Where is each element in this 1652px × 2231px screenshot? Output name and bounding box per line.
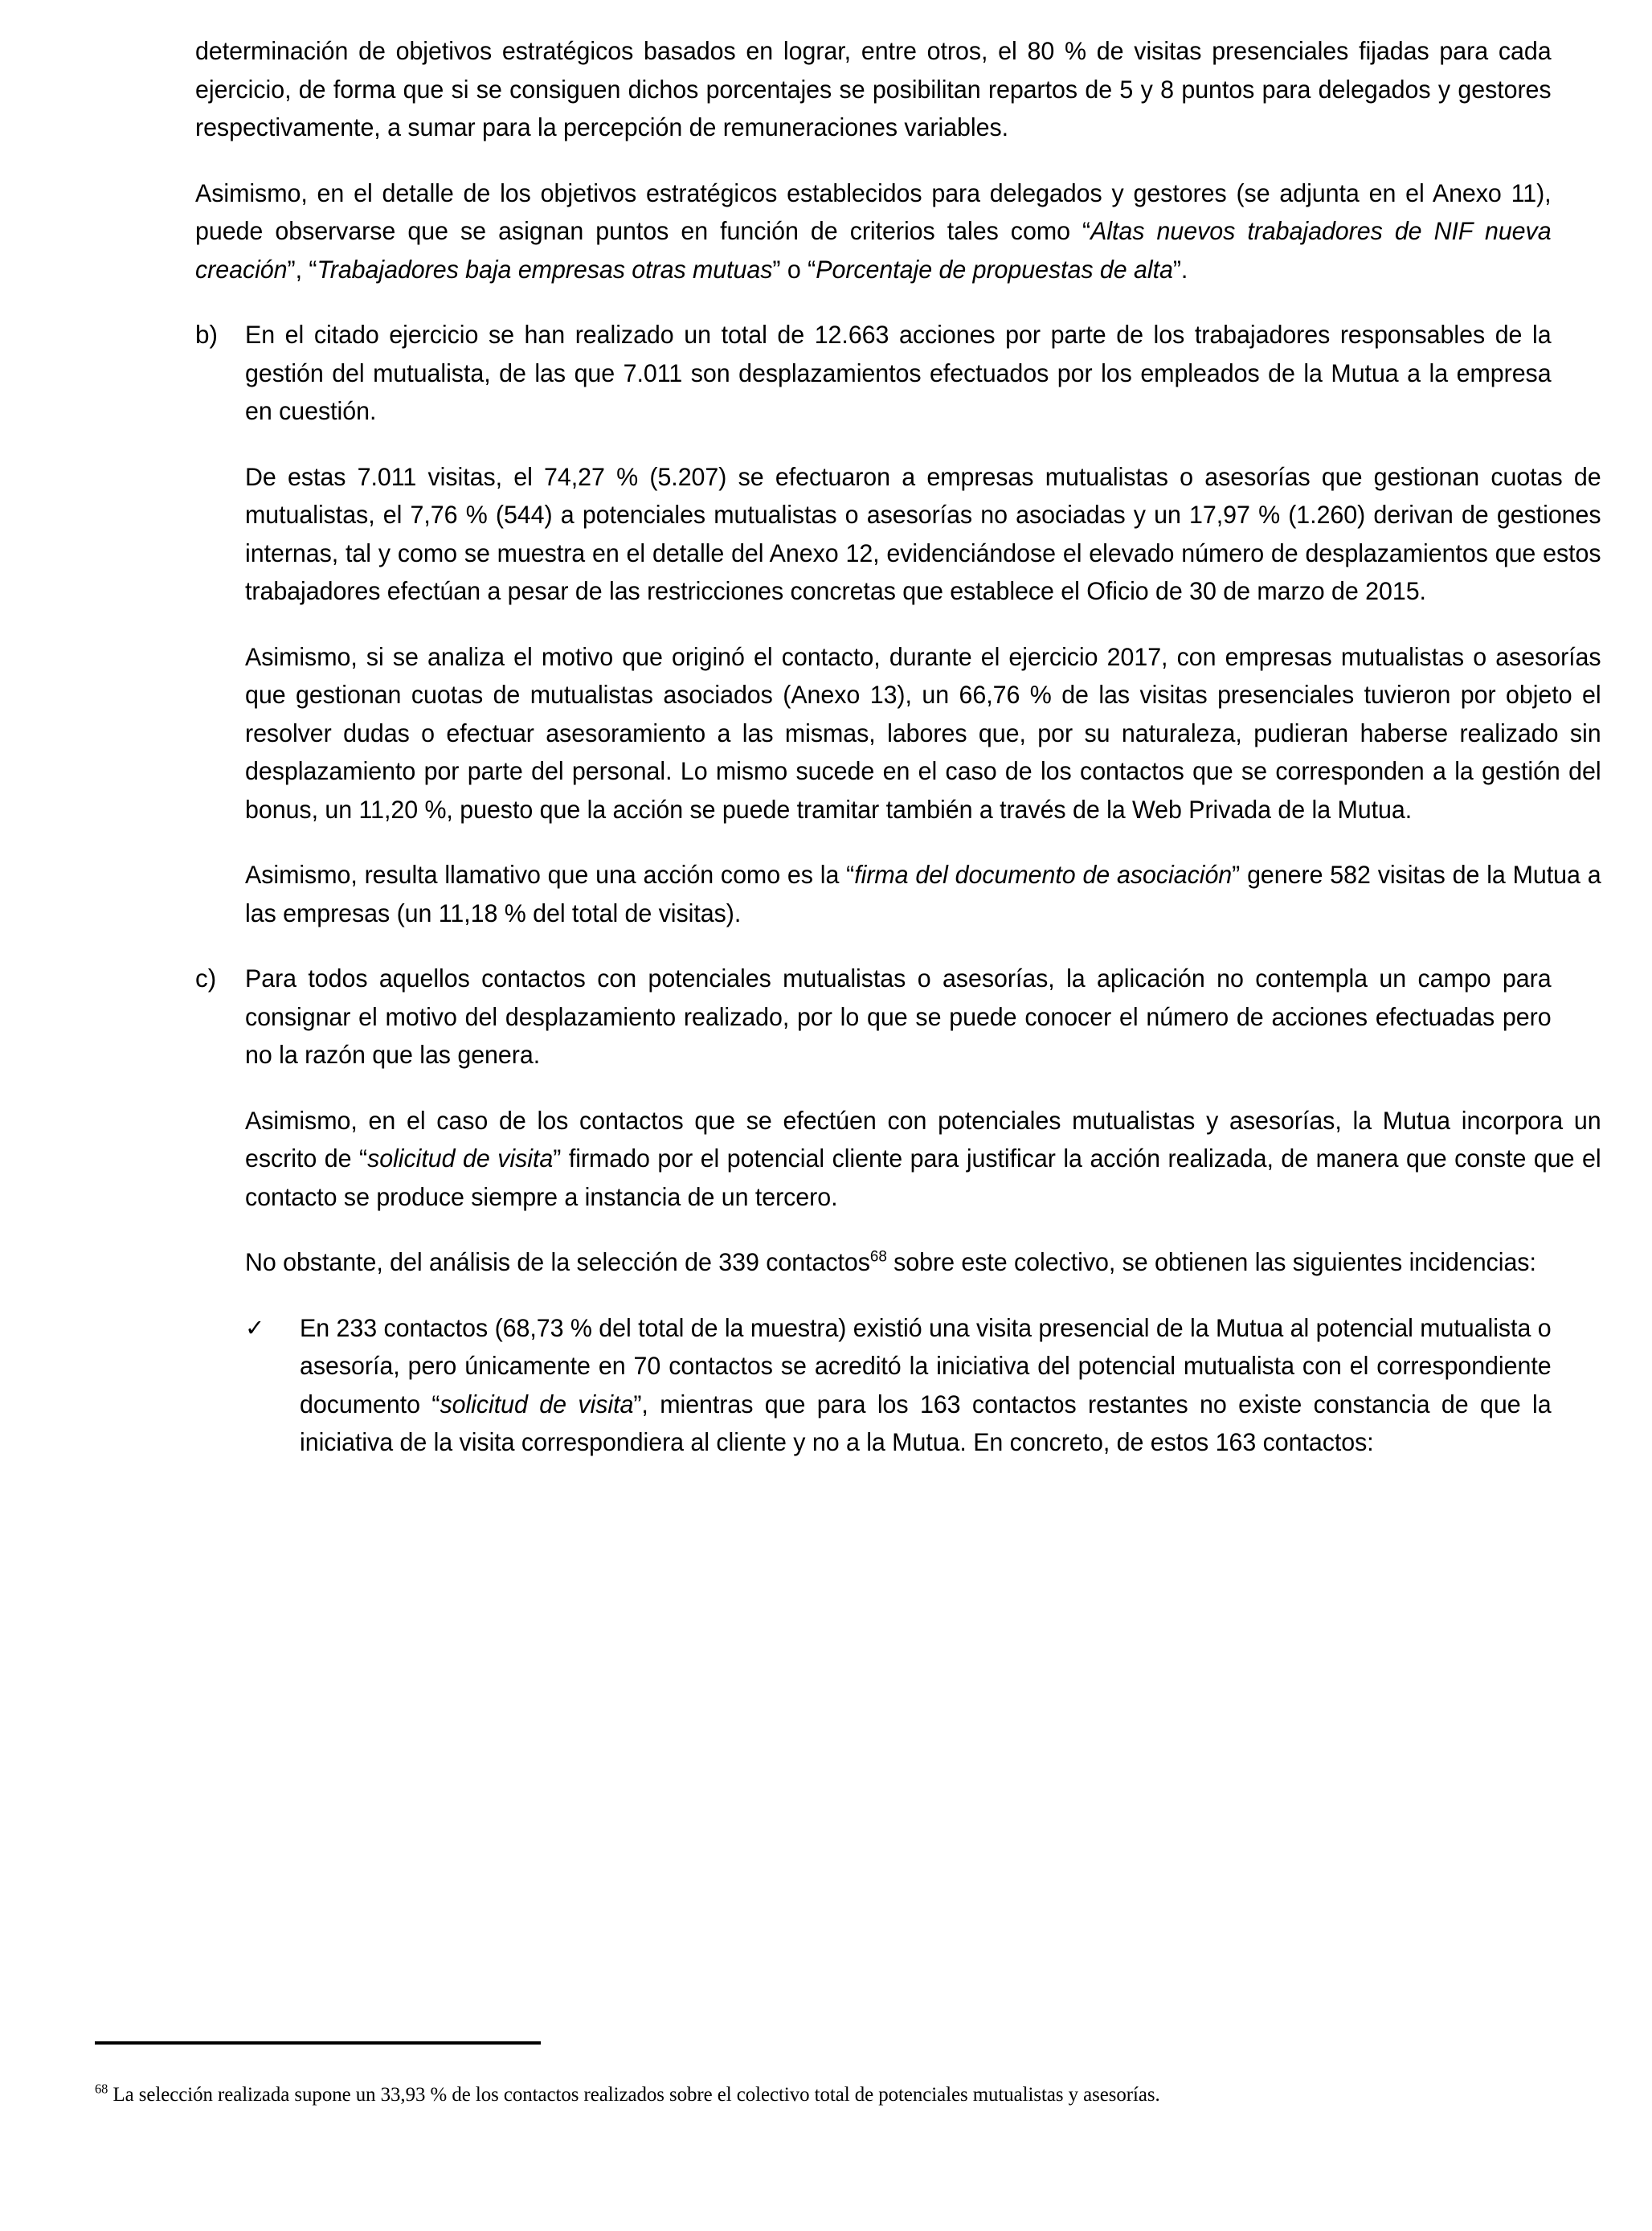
paragraph-firma-documento <box>245 856 1601 932</box>
paragraph-seleccion-part1: No obstante, del análisis de la selección de 339 contactos <box>245 1247 870 1276</box>
quote-solicitud-de-visita-bullet: solicitud de visita <box>440 1389 634 1418</box>
footnote-text: La selección realizada supone un 33,93 % de los contactos realizados sobre el colectivo total de potenciales mutualistas y asesorías. <box>108 2082 1160 2106</box>
quote-trabajadores-baja-empresas: Trabajadores baja empresas otras mutuas <box>317 254 773 284</box>
page-content <box>195 32 1601 1489</box>
footnote-separator-rule <box>95 2041 541 2045</box>
footnote-number: 68 <box>95 2081 108 2097</box>
paragraph-continuation: determinación de objetivos estratégicos basados en lograr, entre otros, el 80 % de visitas presenciales fijadas para cada ejercicio, de forma que si se consiguen dichos porcentajes se posibilitan repartos de 5 y 8 puntos para delegados y gestores respectivamente, a sumar para la percepción de remuneraciones variables. <box>195 36 1552 141</box>
paragraph-firma-part2: ” genere 582 visitas de la Mutua a las empresas (un 11,18 % del total de visitas). <box>245 860 1601 927</box>
quote-firma-documento-asociacion: firma del documento de asociación <box>854 860 1233 889</box>
paragraph-objetivos-estrategicos <box>195 174 1552 289</box>
list-item-b <box>195 316 1552 431</box>
paragraph-seleccion-part2: sobre este colectivo, se obtienen las siguientes incidencias: <box>886 1247 1536 1276</box>
paragraph-firma-part1: Asimismo, resulta llamativo que una acción como es la “ <box>245 860 855 889</box>
check-item-part1: En 233 contactos (68,73 % del total de la muestra) existió una visita presencial de la Mutua al potencial mutualista o asesoría, pero únicamente en 70 contactos se acreditó la iniciativa del potencial mutualista con el correspondiente documento “ <box>300 1312 1552 1418</box>
paragraph-visitas: De estas 7.011 visitas, el 74,27 % (5.207) se efectuaron a empresas mutualistas o asesorías que gestionan cuotas de mutualistas, el 7,76 % (544) a potenciales mutualistas o asesorías no asociadas y un 17,97 % (1.260) derivan de gestiones internas, tal y como se muestra en el detalle del Anexo 12, evidenciándose el elevado número de desplazamientos que estos trabajadores efectúan a pesar de las restricciones concretas que establece el Oficio de 30 de marzo de 2015. <box>245 461 1601 605</box>
quote-altas-nuevos-trabajadores: Altas nuevos trabajadores de NIF nueva creación <box>195 216 1552 284</box>
paragraph-solicitud-part2: ” firmado por el potencial cliente para justificar la acción realizada, de manera que conste que el contacto se produce siempre a instancia de un tercero. <box>245 1144 1601 1211</box>
check-list-item <box>245 1309 1552 1462</box>
list-marker-c: c) <box>195 964 217 993</box>
quote-porcentaje-propuestas-alta: Porcentaje de propuestas de alta <box>816 254 1173 284</box>
footnote-reference-68[interactable]: 68 <box>869 1247 887 1266</box>
list-marker-b: b) <box>195 320 219 349</box>
check-list-item-text <box>300 1309 1552 1462</box>
paragraph-objetivos-part4: ”. <box>1172 254 1188 284</box>
footnote-area <box>95 2041 1557 2110</box>
paragraph-solicitud-part1: Asimismo, en el caso de los contactos que se efectúen con potenciales mutualistas y asesorías, la Mutua incorpora un escrito de “ <box>245 1105 1601 1173</box>
list-item-b-text: En el citado ejercicio se han realizado un total de 12.663 acciones por parte de los trabajadores responsables de la gestión del mutualista, de las que 7.011 son desplazamientos efectuados por los empleados de la Mutua a la empresa en cuestión. <box>245 320 1552 425</box>
footnote-68 <box>95 2078 1558 2110</box>
list-item-c-text: Para todos aquellos contactos con potenciales mutualistas o asesorías, la aplicación no contempla un campo para consignar el motivo del desplazamiento realizado, por lo que se puede conocer el número de acciones efectuadas pero no la razón que las genera. <box>245 964 1552 1069</box>
paragraph-objetivos-part3: ” o “ <box>772 254 816 284</box>
paragraph-solicitud-visita <box>245 1102 1601 1217</box>
check-item-part2: ”, mientras que para los 163 contactos restantes no existe constancia de que la iniciativa de la visita correspondiera al cliente y no a la Mutua. En concreto, de estos 163 contactos: <box>300 1389 1552 1456</box>
quote-solicitud-de-visita: solicitud de visita <box>367 1144 554 1173</box>
checkmark-icon: ✓ <box>245 1313 265 1341</box>
paragraph-objetivos-part1: Asimismo, en el detalle de los objetivos estratégicos establecidos para delegados y gestores (se adjunta en el Anexo 11), puede observarse que se asignan puntos en función de criterios tales como “ <box>195 178 1552 245</box>
paragraph-seleccion-contactos <box>245 1243 1601 1282</box>
paragraph-motivo-contacto: Asimismo, si se analiza el motivo que originó el contacto, durante el ejercicio 2017, con empresas mutualistas o asesorías que gestionan cuotas de mutualistas asociados (Anexo 13), un 66,76 % de las visitas presenciales tuvieron por objeto el resolver dudas o efectuar asesoramiento a las mismas, labores que, por su naturaleza, pudieran haberse realizado sin desplazamiento por parte del personal. Lo mismo sucede en el caso de los contactos que se corresponden a la gestión del bonus, un 11,20 %, puesto que la acción se puede tramitar también a través de la Web Privada de la Mutua. <box>245 641 1601 824</box>
list-item-c <box>195 960 1552 1075</box>
paragraph-objetivos-part2: ”, “ <box>287 254 317 284</box>
